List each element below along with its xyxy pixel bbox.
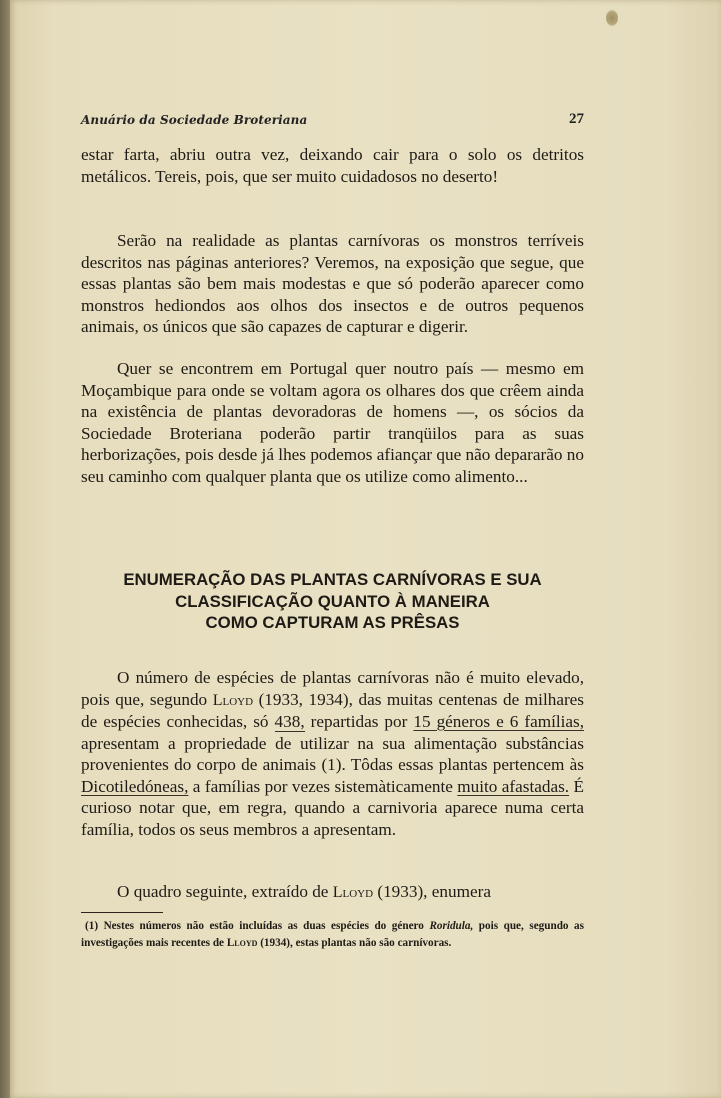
p4-text-6: É curioso notar que, em regra, quando a carnivoria aparece numa certa família, todos os seus membros a apresentam. [81,776,585,839]
p5-text-2: (1933), enumera [373,882,491,901]
p4-muito-afastadas: muito afastadas. [457,776,570,796]
footnote-author-lloyd: Lloyd [226,936,258,949]
p5-author-lloyd: Lloyd [332,884,374,901]
journal-title: Anuário da Sociedade Broteriana [81,113,308,127]
footnote-separator [81,912,163,913]
footnote-genus-roridula: Roridula, [429,920,474,932]
footnote-1 [81,918,584,951]
p4-dicotiledoneas: Dicotiledóneas, [81,776,189,796]
paragraph-2: Serão na realidade as plantas carnívoras os monstros terríveis descritos nas páginas anteriores? Veremos, na exposição que segue, que essas plantas são bem mais modestas e que só poderão aparecer como monstros hediondos aos olhos dos insectos e de outros pequenos animais, os únicos que são capazes de capturar e digerir. [81,231,584,336]
footnote-text-3: (1934), estas plantas não são carnívoras. [257,936,452,949]
p4-text-2: (1933, 1934), das muitas centenas de milhares de espécies conhecidas, só [81,689,584,731]
page-number: 27 [569,111,584,127]
paragraph-5 [81,881,584,904]
running-header [81,113,584,133]
footnote-marker: (1) [85,920,99,932]
section-heading-line-2: CLASSIFICAÇÃO QUANTO À MANEIRA [175,591,490,611]
footnote-text-2: pois que, segundo as investigações mais recentes de [81,920,584,949]
p4-text-3: repartidas por [304,712,414,731]
p4-text-1: O número de espécies de plantas carnívoras não é muito elevado, pois que, segundo [81,668,584,709]
p4-species-count: 438, [274,712,305,731]
footnote-text-1: Nestes números não estão incluídas as duas espécies do género [98,920,430,932]
section-heading-line-3: COMO CAPTURAM AS PRÊSAS [205,613,460,632]
section-heading-line-1: ENUMERAÇÃO DAS PLANTAS CARNÍVORAS E SUA [123,570,542,589]
p5-text-1: O quadro seguinte, extraído de [117,882,333,901]
section-heading [81,569,584,634]
p4-text-5: a famílias por vezes sistemàticamente [188,776,458,796]
paragraph-3: Quer se encontrem em Portugal quer noutro país — mesmo em Moçambique para onde se voltam agora os olhares dos que crêem ainda na existência de plantas devoradoras de homens —, os sócios da Sociedade Broteriana poderão partir tranqüilos para as suas herborizações, pois desde já lhes podemos afiançar que não depararão no seu caminho com qualquer planta que os utilize como alimento... [81,359,584,486]
p4-genera-families: 15 géneros e 6 famílias, [413,712,585,731]
paragraph-4 [81,667,584,840]
paper-blemish [606,10,618,26]
p4-author-lloyd: Lloyd [212,691,254,709]
p4-text-4: apresentam a propriedade de utilizar na sua alimentação substâncias provenientes do corpo de animais (1). Tôdas essas plantas pertencem às [81,733,584,774]
paragraph-1: estar farta, abriu outra vez, deixando cair para o solo os detritos metálicos. Tereis, pois, que ser muito cuidadosos no deserto! [81,145,584,186]
